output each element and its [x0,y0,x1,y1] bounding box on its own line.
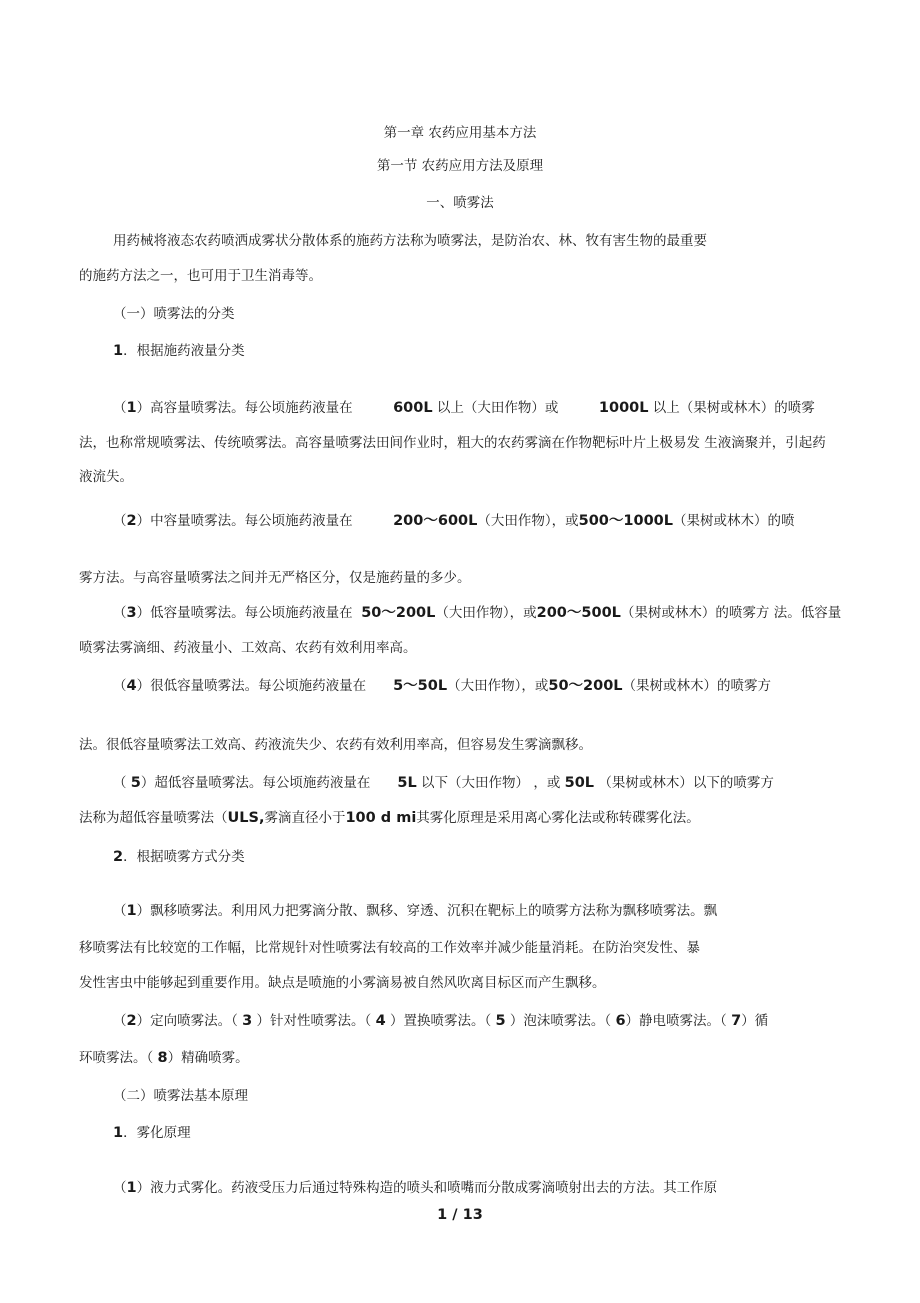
numeric-text: 3 [126,605,137,621]
body-text: 发性害虫中能够起到重要作用。缺点是喷施的小雾滴易被自然风吹离目标区而产生飘移。 [79,975,606,991]
numeric-text: 1 [113,1125,124,1141]
paragraph-line [113,1011,768,1029]
numeric-text: 4 [375,1013,386,1029]
page-number [0,1205,920,1223]
numeric-text: 50～200L [361,605,436,621]
body-text: 以上（大田作物）或 [432,400,599,416]
body-text: （二）喷雾法基本原理 [113,1088,248,1104]
section-title [0,156,920,174]
body-text: 第一节 农药应用方法及原理 [376,158,544,174]
list-heading [113,1123,191,1141]
paragraph-line [79,266,322,284]
body-text: ）定向喷雾法。（ [136,1013,243,1029]
body-text: （ [113,775,131,791]
numeric-text: 1 [126,400,137,416]
body-text: ）超低容量喷雾法。每公顷施药液量在 [140,775,398,791]
body-text: ）精确喷雾。 [167,1050,249,1066]
paragraph-line [79,638,417,656]
body-text: （ [113,400,127,416]
paragraph-line [113,901,717,919]
body-text: 用药械将液态农药喷洒成雾状分散体系的施药方法称为喷雾法，是防治农、林、牧有害生物的最重要 [113,233,707,249]
numeric-text: 5 [130,775,141,791]
paragraph-line [79,808,700,826]
paragraph-line [113,603,841,621]
body-text: 移喷雾法有比较宽的工作幅，比常规针对性喷雾法有较高的工作效率并减少能量消耗。在防治突发性、暴 [79,940,700,956]
paragraph-line [113,1178,717,1196]
body-text: ）低容量喷雾法。每公顷施药液量在 [136,605,362,621]
chapter-title [0,123,920,141]
list-heading [113,1086,248,1104]
body-text: 以下（大田作物） ，或 [416,775,565,791]
numeric-text: 4 [126,678,137,694]
body-text: 液流失。 [79,469,133,485]
body-text: （大田作物），或 [477,513,579,529]
body-text: （ [113,1180,127,1196]
body-text: （果树或林木）的喷 [673,513,795,529]
numeric-text: 8 [157,1050,168,1066]
numeric-text: 500～1000L [578,513,673,529]
numeric-text: 1 [113,343,124,359]
paragraph-line [79,467,133,485]
paragraph-line [79,735,592,753]
numeric-text: 1 / 13 [437,1207,483,1223]
body-text: （ [113,513,127,529]
body-text: 环喷雾法。（ [79,1050,158,1066]
numeric-text: 1 [126,1180,137,1196]
numeric-text: ULS, [227,810,265,826]
paragraph-line [113,398,815,416]
numeric-text: 1 [126,903,137,919]
body-text: 第一章 农药应用基本方法 [383,125,537,141]
numeric-text: 600L [393,400,433,416]
body-text: ）针对性喷雾法。（ [252,1013,376,1029]
body-text: （大田作物），或 [447,678,549,694]
body-text: ）飘移喷雾法。利用风力把雾滴分散、飘移、穿透、沉积在靶标上的喷雾方法称为飘移喷雾法。飘 [136,903,718,919]
numeric-text: 5 [495,1013,506,1029]
body-text: （果树或林木）的喷雾方 法。低容量 [620,605,842,621]
body-text: ）液力式雾化。药液受压力后通过特殊构造的喷头和喷嘴而分散成雾滴喷射出去的方法。其工作原 [136,1180,718,1196]
body-text: 雾滴直径小于 [264,810,346,826]
numeric-text: 2 [126,513,137,529]
body-text: （果树或林木）的喷雾方 [622,678,772,694]
body-text: 以上（果树或林木）的喷雾 [648,400,815,416]
numeric-text: 3 [242,1013,253,1029]
body-text: ）高容量喷雾法。每公顷施药液量在 [136,400,394,416]
paragraph-line [113,511,795,529]
list-heading [113,341,245,359]
body-text: 法称为超低容量喷雾法（ [79,810,228,826]
body-text: 法。很低容量喷雾法工效高、药液流失少、农药有效利用率高，但容易发生雾滴飘移。 [79,737,592,753]
body-text: ．根据喷雾方式分类 [123,849,245,865]
body-text: ）泡沫喷雾法。（ [505,1013,616,1029]
body-text: （果树或林木）以下的喷雾方 [594,775,774,791]
body-text: 法，也称常规喷雾法、传统喷雾法。高容量喷雾法田间作业时，粗大的农药雾滴在作物靶标叶片上极易发 生液滴聚并，引起药 [79,435,826,451]
subsection-title [0,193,920,211]
paragraph-line [79,973,606,991]
numeric-text: 1000L [598,400,649,416]
body-text: （一）喷雾法的分类 [113,306,235,322]
numeric-text: 7 [731,1013,742,1029]
body-text: ）很低容量喷雾法。每公顷施药液量在 [136,678,394,694]
numeric-text: 2 [113,849,124,865]
list-heading [113,847,245,865]
numeric-text: 200～500L [536,605,621,621]
paragraph-line [79,938,700,956]
paragraph-line [113,676,771,694]
body-text: ．根据施药液量分类 [123,343,245,359]
paragraph-line [79,568,471,586]
paragraph-line [79,1048,249,1066]
body-text: （ [113,1013,127,1029]
body-text: （ [113,605,127,621]
body-text: ）循 [741,1013,769,1029]
body-text: 一、喷雾法 [426,195,494,211]
body-text: ）静电喷雾法。（ [625,1013,732,1029]
list-heading [113,304,235,322]
numeric-text: 6 [615,1013,626,1029]
body-text: （ [113,678,127,694]
body-text: ）中容量喷雾法。每公顷施药液量在 [136,513,394,529]
numeric-text: 200～600L [393,513,478,529]
body-text: 的施药方法之一，也可用于卫生消毒等。 [79,268,322,284]
numeric-text: 5～50L [393,678,448,694]
body-text: ）置换喷雾法。（ [385,1013,496,1029]
numeric-text: 50～200L [548,678,623,694]
body-text: 其雾化原理是采用离心雾化法或称转碟雾化法。 [416,810,700,826]
body-text: 雾方法。与高容量喷雾法之间并无严格区分，仅是施药量的多少。 [79,570,471,586]
paragraph-line [113,231,707,249]
numeric-text: 2 [126,1013,137,1029]
body-text: （大田作物），或 [435,605,537,621]
paragraph-line [113,773,774,791]
numeric-text: 100 d mi [345,810,417,826]
numeric-text: 50L [564,775,595,791]
numeric-text: 5L [397,775,417,791]
body-text: （ [113,903,127,919]
paragraph-line [79,433,826,451]
body-text: ．雾化原理 [123,1125,191,1141]
body-text: 喷雾法雾滴细、药液量小、工效高、农药有效利用率高。 [79,640,417,656]
